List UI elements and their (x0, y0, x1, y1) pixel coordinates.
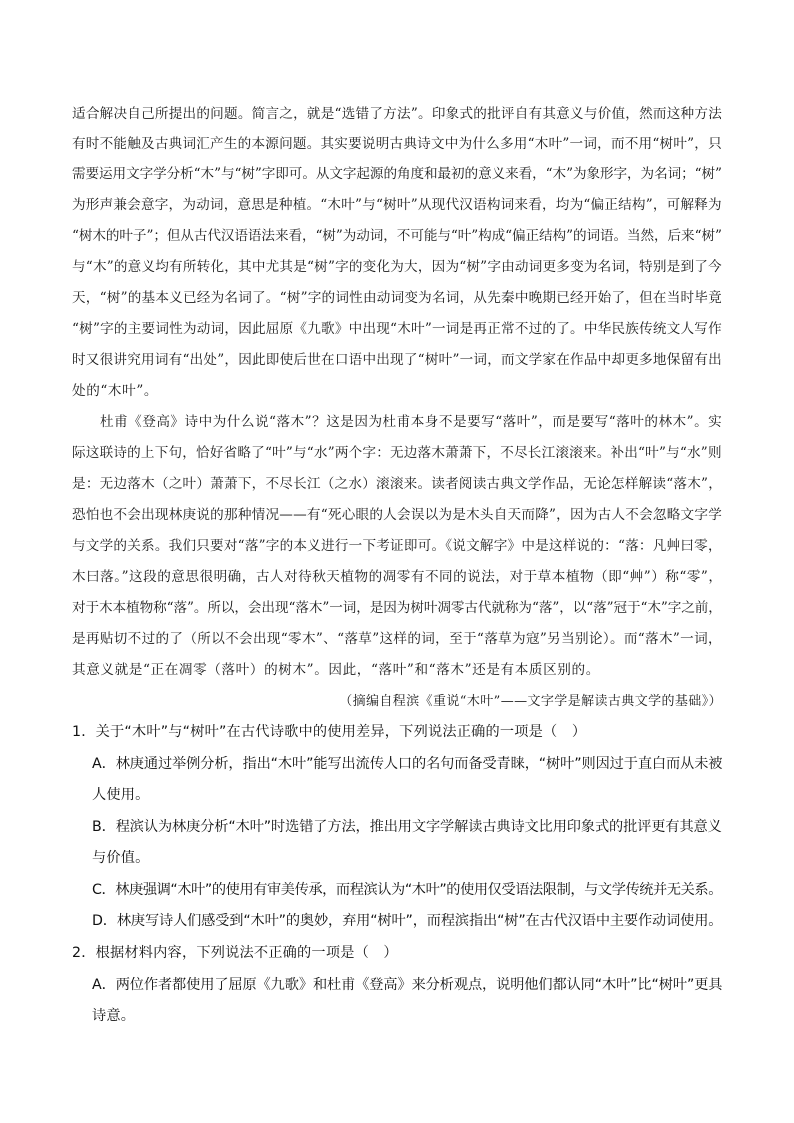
passage-line: 处的“木叶”。 (72, 383, 159, 399)
question-option-a: A．林庚通过举例分析，指出“木叶”能写出流传人口的名句而备受青睐，“树叶”则因过于直白而从未被 (92, 756, 723, 772)
passage-line: 为形声兼会意字，为动词，意思是种植。“木叶”与“树叶”从现代汉语构词来看，均为“偏正结构”，可解释为 (72, 197, 722, 213)
question-option-d: D．林庚写诗人们感受到“木叶”的奥妙，弃用“树叶”，而程滨指出“树”在古代汉语中主要作动词使用。 (92, 913, 723, 929)
passage-line: 需要运用文字学分析“木”与“树”字即可。从文字起源的角度和最初的意义来看，“木”为象形字，为名词；“树” (72, 166, 722, 182)
passage-line: 天，“树”的基本义已经为名词了。“树”字的词性由动词变为名词，从先秦中晚期已经开始了，但在当时毕竟 (72, 290, 722, 306)
passage-line: 适合解决自己所提出的问题。简言之，就是“选错了方法”。印象式的批评自有其意义与价值，然而这种方法 (72, 106, 723, 122)
passage-line: 其意义就是“正在凋零（落叶）的树木”。因此，“落叶”和“落木”还是有本质区别的。 (72, 662, 600, 678)
passage-line: 与文学的关系。我们只要对“落”字的本义进行一下考证即可。《说文解字》中是这样说的：“落：凡艸曰零， (72, 538, 722, 554)
question-option-a-cont: 人使用。 (92, 787, 150, 803)
passage-line: 对于木本植物称“落”。所以，会出现“落木”一词，是因为树叶凋零古代就称为“落”，以“落”冠于“木”字之前， (72, 600, 722, 616)
question-stem: 2．根据材料内容，下列说法不正确的一项是（ ） (72, 945, 398, 961)
passage-line: 是：无边落木（之叶）萧萧下，不尽长江（之水）滚滚来。读者阅读古典文学作品，无论怎样解读“落木”， (72, 476, 723, 492)
question-option-c: C．林庚强调“木叶”的使用有审美传承，而程滨认为“木叶”的使用仅受语法限制，与文学传统并无关系。 (92, 882, 722, 898)
question-option-a: A．两位作者都使用了屈原《九歌》和杜甫《登高》来分析观点，说明他们都认同“木叶”比“树叶”更具 (92, 977, 723, 993)
passage-line: 是再贴切不过的了（所以不会出现“零木”、“落草”这样的词，至于“落草为寇”另当别论）。而“落木”一词， (72, 631, 722, 647)
question-stem: 1．关于“木叶”与“树叶”在古代诗歌中的使用差异，下列说法正确的一项是（ ） (72, 724, 587, 740)
question-option-b: B．程滨认为林庚分析“木叶”时选错了方法，推出用文字学解读古典诗文比用印象式的批评更有其意义 (92, 819, 722, 835)
passage-line: 与“木”的意义均有所转化，其中尤其是“树”字的变化为大，因为“树”字由动词更多变为名词，特别是到了今 (72, 259, 722, 275)
passage-line: “树木的叶子”；但从古代汉语语法来看，“树”为动词，不可能与“叶”构成“偏正结构”的词语。当然，后来“树” (72, 228, 722, 244)
passage-line: 际这联诗的上下句，恰好省略了“叶”与“水”两个字：无边落木萧萧下，不尽长江滚滚来。补出“叶”与“水”则 (72, 445, 722, 461)
passage-line: 恐怕也不会出现林庚说的那种情况——有“死心眼的人会误以为是木头自天而降”，因为古人不会忽略文字学 (72, 507, 723, 523)
question-option-a-cont: 诗意。 (92, 1008, 136, 1024)
passage-line: 有时不能触及古典词汇产生的本源问题。其实要说明古典诗文中为什么多用“木叶”一词，而不用“树叶”，只 (72, 136, 722, 152)
passage-line: 杜甫《登高》诗中为什么说“落木”？这是因为杜甫本身不是要写“落叶”，而是要写“落叶的林木”。实 (100, 414, 723, 430)
source-attribution: （摘编自程滨《重说“木叶”——文字学是解读古典文学的基础》） (339, 694, 722, 709)
passage-line: 木曰落。”这段的意思很明确，古人对待秋天植物的凋零有不同的说法，对于草本植物（即“艸”）称“零”， (72, 569, 723, 585)
question-option-b-cont: 与价值。 (92, 850, 150, 866)
passage-line: 时又很讲究用词有“出处”，因此即使后世在口语中出现了“树叶”一词，而文学家在作品中却更多地保留有出 (72, 352, 722, 368)
passage-line: “树”字的主要词性为动词，因此屈原《九歌》中出现“木叶”一词是再正常不过的了。中华民族传统文人写作 (72, 321, 722, 337)
